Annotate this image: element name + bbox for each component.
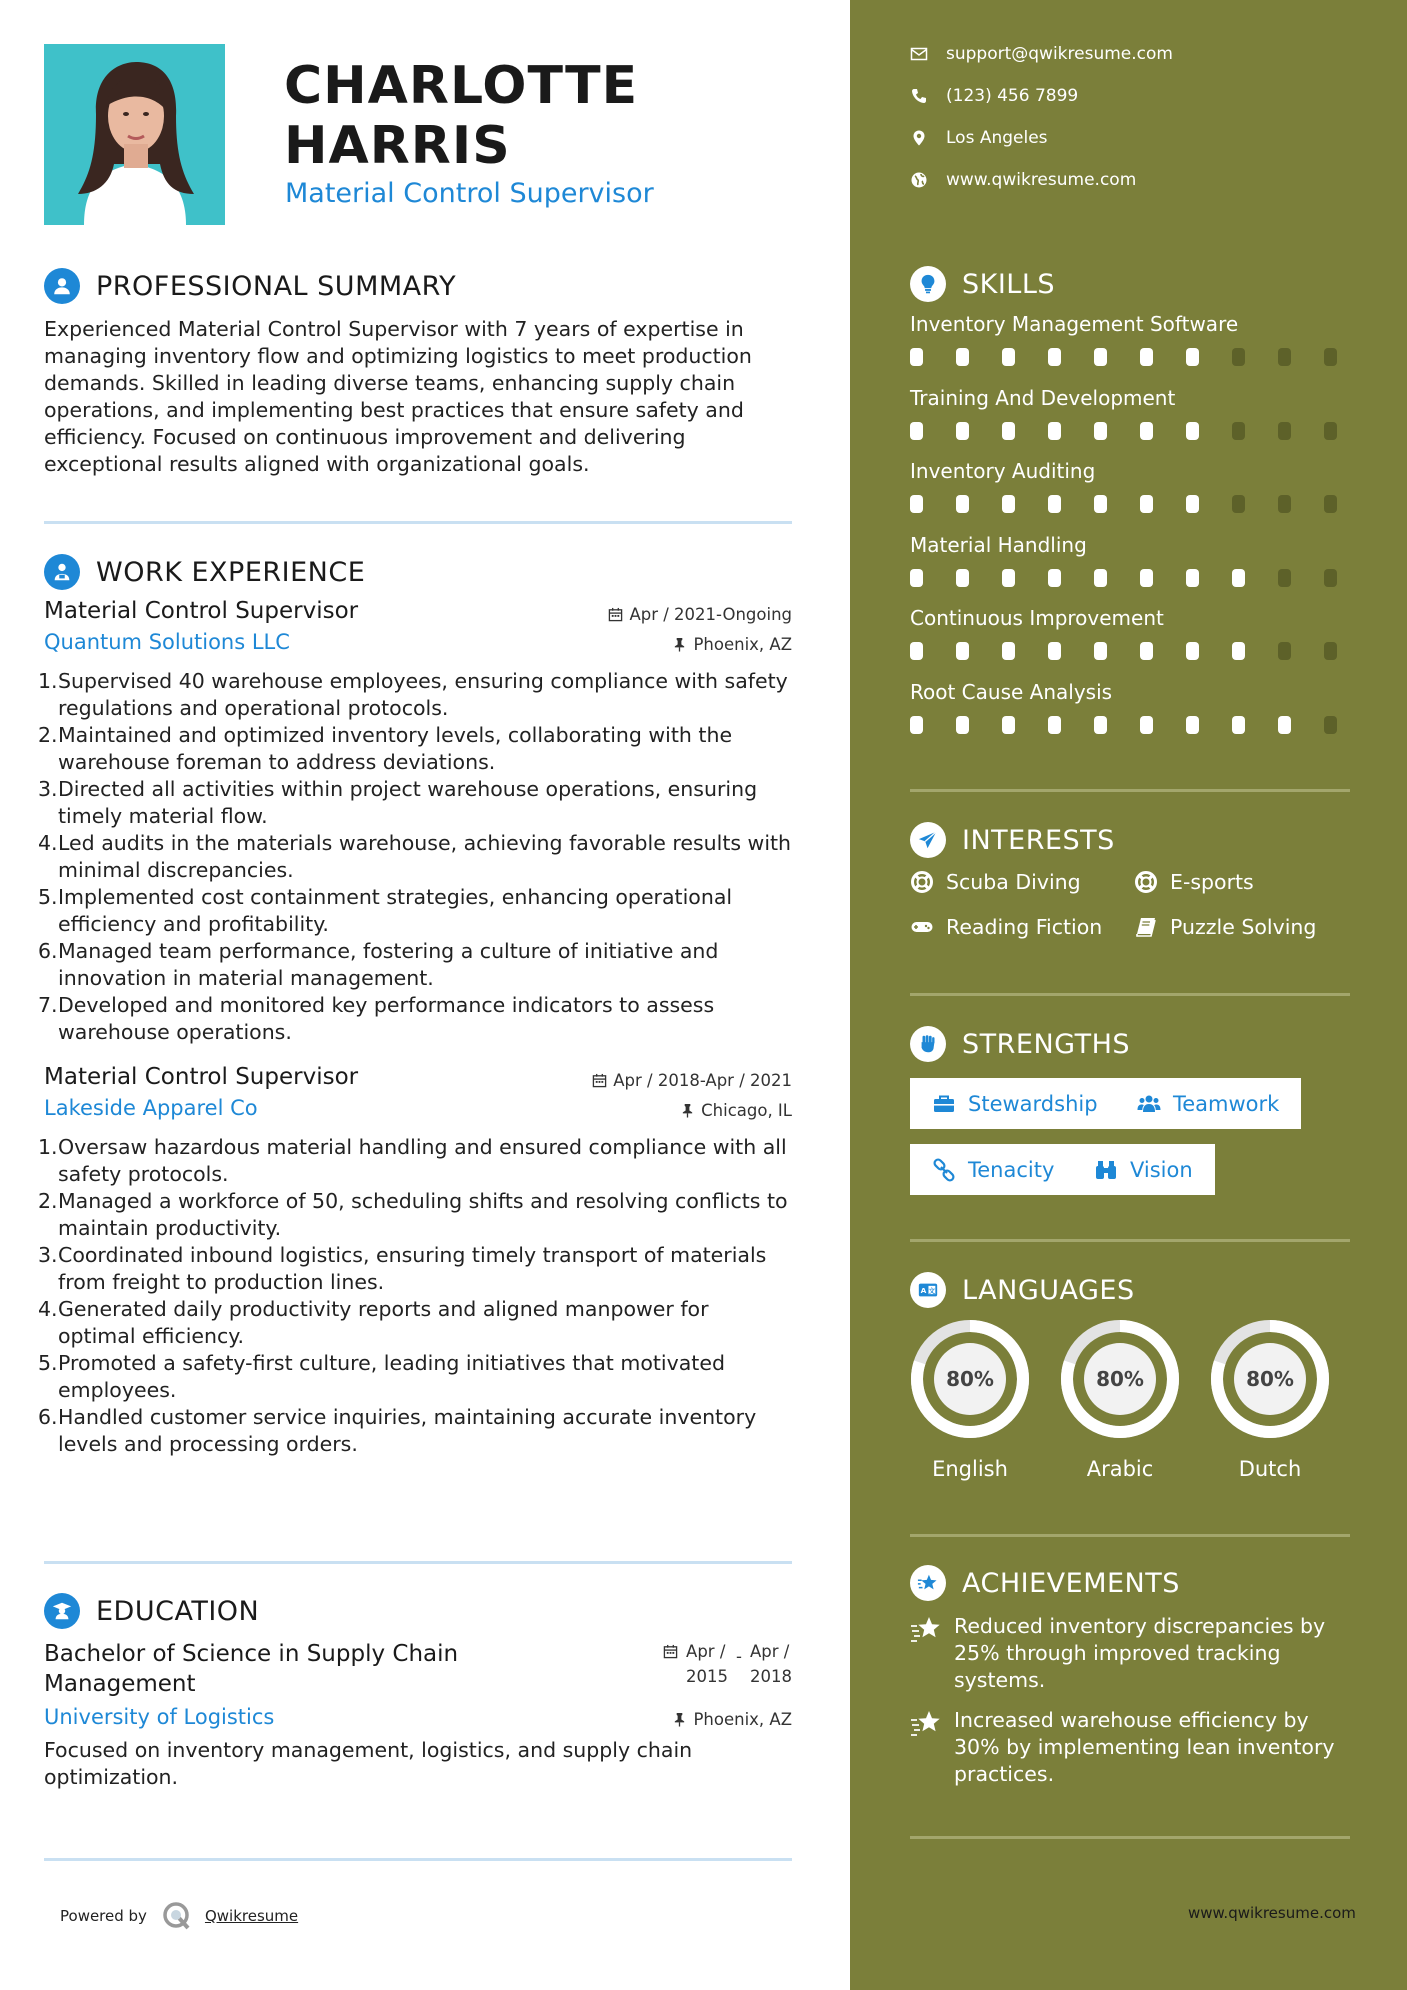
rating-dot-empty [1324,495,1337,513]
job-duties [38,668,792,1046]
rating-dot-filled [1048,422,1061,440]
rating-dot-filled [1094,422,1107,440]
job-entry [38,1064,792,1458]
pin-icon [672,637,687,652]
rating-dot-filled [1140,422,1153,440]
footer-website-link[interactable]: www.qwikresume.com [1188,1904,1356,1922]
binoculars-icon [1094,1158,1118,1182]
rating-dot-empty [1278,348,1291,366]
rating-dot-empty [1232,348,1245,366]
briefcase-icon [932,1092,956,1116]
duty-number: 4. [38,831,58,855]
skill-name: Continuous Improvement [910,606,1164,630]
job-date: Apr / 2021-Ongoing [629,605,792,624]
summary-heading: PROFESSIONAL SUMMARY [96,270,457,302]
rating-dot-empty [1278,642,1291,660]
rating-dot-filled [1048,642,1061,660]
rating-dot-filled [1186,495,1199,513]
powered-by [60,1900,298,1932]
languages-header [910,1272,1135,1308]
briefcase-user-icon [44,554,80,590]
skill-rating [910,716,1370,734]
summary-section [44,266,792,478]
sidebar [850,0,1407,1990]
strength-tag [910,1144,1076,1195]
rating-dot-filled [956,422,969,440]
job-entry [38,598,792,1046]
rating-dot-empty [1278,569,1291,587]
rating-dot-filled [910,495,923,513]
job-date: Apr / 2018-Apr / 2021 [613,1071,792,1090]
life-ring-icon [1134,870,1158,894]
link-icon [932,1158,956,1182]
powered-by-label: Powered by [60,1907,147,1925]
language-item [1058,1317,1182,1481]
date-end-year: 2018 [750,1667,792,1686]
rating-dot-filled [910,642,923,660]
experience-heading: WORK EXPERIENCE [96,556,366,588]
rating-dot-filled [1048,495,1061,513]
user-icon [44,268,80,304]
degree-line: Management [44,1671,196,1697]
gamepad-icon [910,915,934,939]
interest-label: E-sports [1170,870,1254,894]
achievements-heading: ACHIEVEMENTS [962,1567,1180,1599]
skill-item [910,457,1370,513]
divider [44,1858,792,1861]
duty-text: Handled customer service inquiries, maintaining accurate inventory levels and processing orders. [58,1405,757,1456]
shooting-star-icon [910,1615,942,1643]
divider [910,1534,1350,1537]
strength-label: Stewardship [968,1091,1098,1116]
skill-rating [910,642,1370,660]
interest-item [1134,870,1254,894]
interests-header [910,822,1115,858]
duty-number: 3. [38,1243,58,1267]
location-text: Los Angeles [946,128,1048,148]
duty-number: 4. [38,1297,58,1321]
phone-icon [910,87,928,105]
language-icon [910,1272,946,1308]
rating-dot-empty [1324,348,1337,366]
school-location: Phoenix, AZ [693,1710,792,1729]
language-percent: 80% [946,1367,994,1391]
duty-number: 5. [38,1351,58,1375]
interest-label: Scuba Diving [946,870,1081,894]
profile-photo [44,44,225,225]
skill-item [910,678,1370,734]
duty-item [38,1404,792,1458]
star-badge-icon [910,1565,946,1601]
duty-text: Managed team performance, fostering a culture of initiative and innovation in material management. [58,939,719,990]
achievement-item [910,1613,1360,1694]
duty-item [38,1242,792,1296]
rating-dot-empty [1232,422,1245,440]
divider [910,1239,1350,1242]
duty-number: 5. [38,885,58,909]
strengths-heading: STRENGTHS [962,1028,1131,1060]
rating-dot-filled [1140,348,1153,366]
rating-dot-filled [1094,716,1107,734]
skill-name: Training And Development [910,385,1176,410]
divider [910,789,1350,792]
language-ring [1058,1317,1182,1441]
divider [44,521,792,524]
rating-dot-filled [1186,642,1199,660]
rating-dot-filled [956,348,969,366]
calendar-icon [592,1073,607,1088]
divider [910,993,1350,996]
duty-item [38,884,792,938]
education-dates [663,1639,792,1699]
interest-label: Puzzle Solving [1170,915,1317,939]
map-marker-icon [910,129,928,147]
job-duties [38,1134,792,1458]
duty-text: Maintained and optimized inventory levels, collaborating with the warehouse foreman to address deviations. [58,723,733,774]
graduate-icon [44,1593,80,1629]
pin-icon [672,1712,687,1727]
strength-tag [910,1078,1120,1129]
rating-dot-empty [1324,642,1337,660]
interests-heading: INTERESTS [962,824,1115,856]
duty-text: Led audits in the materials warehouse, achieving favorable results with minimal discrepancies. [58,831,792,882]
language-ring [1208,1317,1332,1441]
website-text: www.qwikresume.com [946,170,1137,190]
rating-dot-filled [910,569,923,587]
language-percent: 80% [1096,1367,1144,1391]
contact-email[interactable] [910,44,1173,64]
rating-dot-filled [956,495,969,513]
duty-text: Managed a workforce of 50, scheduling shifts and resolving conflicts to maintain productivity. [58,1189,788,1240]
language-percent: 80% [1246,1367,1294,1391]
school-name: University of Logistics [44,1705,275,1729]
envelope-icon [910,45,928,63]
rating-dot-filled [1002,716,1015,734]
duty-text: Developed and monitored key performance indicators to assess warehouse operations. [58,993,715,1044]
strength-label: Vision [1130,1157,1193,1182]
duty-text: Coordinated inbound logistics, ensuring timely transport of materials from freight to production lines. [58,1243,767,1294]
achievement-item [910,1707,1360,1788]
language-name: Dutch [1238,1457,1302,1481]
interest-label: Reading Fiction [946,915,1103,939]
duty-text: Implemented cost containment strategies, enhancing operational efficiency and profitability. [58,885,733,936]
duty-text: Oversaw hazardous material handling and ensured compliance with all safety protocols. [58,1135,787,1186]
duty-item [38,1134,792,1188]
rating-dot-filled [1232,569,1245,587]
date-start-month: Apr / [686,1642,726,1661]
language-name: English [932,1457,1008,1481]
skill-item [910,604,1370,660]
summary-text: Experienced Material Control Supervisor with 7 years of expertise in managing inventory flow and optimizing logistics to meet production demands. Skilled in leading diverse teams, enhancing supply chain operations, and implementing best practices that ensure safety and efficiency. Focused on continuous improvement and delivering exceptional results aligned with organizational goals. [44,317,752,476]
duty-number: 3. [38,777,58,801]
rating-dot-empty [1232,495,1245,513]
education-text: Focused on inventory management, logistics, and supply chain optimization. [44,1738,693,1789]
job-location: Phoenix, AZ [693,635,792,654]
language-name: Arabic [1086,1457,1154,1481]
date-end-month: Apr / [750,1642,790,1661]
education-heading: EDUCATION [96,1595,260,1627]
duty-number: 1. [38,1135,58,1159]
skill-name: Material Handling [910,532,1087,557]
duty-text: Promoted a safety-first culture, leading initiatives that motivated employees. [58,1351,725,1402]
skills-heading: SKILLS [962,268,1056,300]
contact-location [910,128,1048,148]
job-location: Chicago, IL [701,1101,792,1120]
duty-text: Directed all activities within project warehouse operations, ensuring timely material flow. [58,777,758,828]
interest-item [910,870,1081,894]
email-text: support@qwikresume.com [946,44,1173,64]
rating-dot-empty [1324,716,1337,734]
rating-dot-filled [1048,716,1061,734]
skill-rating [910,422,1370,440]
company-name: Quantum Solutions LLC [44,630,290,654]
skill-rating [910,569,1370,587]
rating-dot-filled [1232,716,1245,734]
degree [44,1639,458,1699]
users-icon [1137,1092,1161,1116]
rating-dot-filled [1002,422,1015,440]
skill-name: Inventory Auditing [910,459,1096,483]
lightbulb-icon [910,266,946,302]
skill-rating [910,348,1370,366]
rating-dot-empty [1324,569,1337,587]
rating-dot-filled [1002,495,1015,513]
skill-item [910,531,1370,587]
rating-dot-filled [1186,716,1199,734]
experience-section [38,552,792,1458]
avatar-illustration [44,44,225,225]
duty-item [38,938,792,992]
job-title: Material Control Supervisor [285,178,654,209]
shooting-star-icon [910,1709,942,1737]
skill-name: Inventory Management Software [910,312,1239,336]
interest-item [910,915,1102,939]
rating-dot-filled [1186,569,1199,587]
svg-text:A: A [920,1286,927,1296]
paper-plane-icon [910,822,946,858]
strength-label: Tenacity [968,1157,1055,1182]
rating-dot-filled [1002,348,1015,366]
duty-item [38,668,792,722]
interest-item [1134,915,1316,939]
language-item [1208,1317,1332,1481]
achievement-text: Reduced inventory discrepancies by 25% through improved tracking systems. [954,1614,1326,1692]
skills-header [910,266,1055,302]
rating-dot-filled [1094,495,1107,513]
duty-item [38,992,792,1046]
strength-tag [1115,1078,1301,1129]
calendar-icon [663,1644,678,1659]
rating-dot-filled [1002,569,1015,587]
rating-dot-empty [1278,422,1291,440]
rating-dot-filled [1278,716,1291,734]
pin-icon [680,1103,695,1118]
contact-website[interactable] [910,170,1136,190]
date-separator: - [736,1647,742,1666]
achievements-header [910,1565,1180,1601]
duty-number: 2. [38,723,58,747]
last-name: HARRIS [284,116,511,176]
fist-icon [910,1026,946,1062]
rating-dot-filled [910,348,923,366]
rating-dot-filled [1232,642,1245,660]
skill-item [910,310,1370,366]
calendar-icon [608,607,623,622]
divider [910,1836,1350,1839]
rating-dot-filled [1048,348,1061,366]
life-ring-icon [910,870,934,894]
divider [44,1561,792,1564]
duty-item [38,1350,792,1404]
duty-number: 7. [38,993,58,1017]
rating-dot-filled [1140,569,1153,587]
skill-item [910,384,1370,440]
phone-text: (123) 456 7899 [946,86,1079,106]
company-name: Lakeside Apparel Co [44,1096,258,1120]
duty-number: 6. [38,1405,58,1429]
candidate-name [284,56,638,176]
job-position: Material Control Supervisor [44,598,359,624]
rating-dot-filled [1140,495,1153,513]
rating-dot-filled [1186,422,1199,440]
job-position: Material Control Supervisor [44,1064,359,1090]
rating-dot-filled [1140,716,1153,734]
duty-number: 6. [38,939,58,963]
rating-dot-filled [956,642,969,660]
degree-line: Bachelor of Science in Supply Chain [44,1641,459,1667]
skill-name: Root Cause Analysis [910,679,1113,704]
rating-dot-empty [1278,495,1291,513]
language-ring [908,1317,1032,1441]
contact-phone[interactable] [910,86,1078,106]
strength-tag [1072,1144,1215,1195]
education-section [44,1591,792,1791]
duty-item [38,722,792,776]
rating-dot-filled [1094,569,1107,587]
duty-item [38,776,792,830]
duty-item [38,830,792,884]
duty-text: Supervised 40 warehouse employees, ensuring compliance with safety regulations and operational protocols. [58,669,788,720]
strength-label: Teamwork [1173,1091,1280,1116]
achievement-text: Increased warehouse efficiency by 30% by implementing lean inventory practices. [954,1708,1335,1786]
rating-dot-filled [1048,569,1061,587]
rating-dot-filled [1140,642,1153,660]
qwikresume-logo-icon [161,1900,193,1932]
duty-number: 1. [38,669,58,693]
rating-dot-filled [956,716,969,734]
rating-dot-filled [1002,642,1015,660]
duty-number: 2. [38,1189,58,1213]
date-start-year: 2015 [686,1667,729,1686]
globe-icon [910,171,928,189]
rating-dot-filled [1094,642,1107,660]
languages-heading: LANGUAGES [962,1274,1135,1306]
duty-item [38,1296,792,1350]
duty-text: Generated daily productivity reports and aligned manpower for optimal efficiency. [58,1297,709,1348]
qwikresume-link[interactable]: Qwikresume [204,1907,299,1925]
svg-text:文: 文 [928,1286,936,1295]
rating-dot-filled [910,716,923,734]
rating-dot-filled [1186,348,1199,366]
duty-item [38,1188,792,1242]
strengths-header [910,1026,1130,1062]
first-name: CHARLOTTE [284,56,639,116]
rating-dot-filled [1094,348,1107,366]
language-item [908,1317,1032,1481]
book-icon [1134,915,1158,939]
rating-dot-filled [956,569,969,587]
skill-rating [910,495,1370,513]
rating-dot-empty [1324,422,1337,440]
rating-dot-filled [910,422,923,440]
